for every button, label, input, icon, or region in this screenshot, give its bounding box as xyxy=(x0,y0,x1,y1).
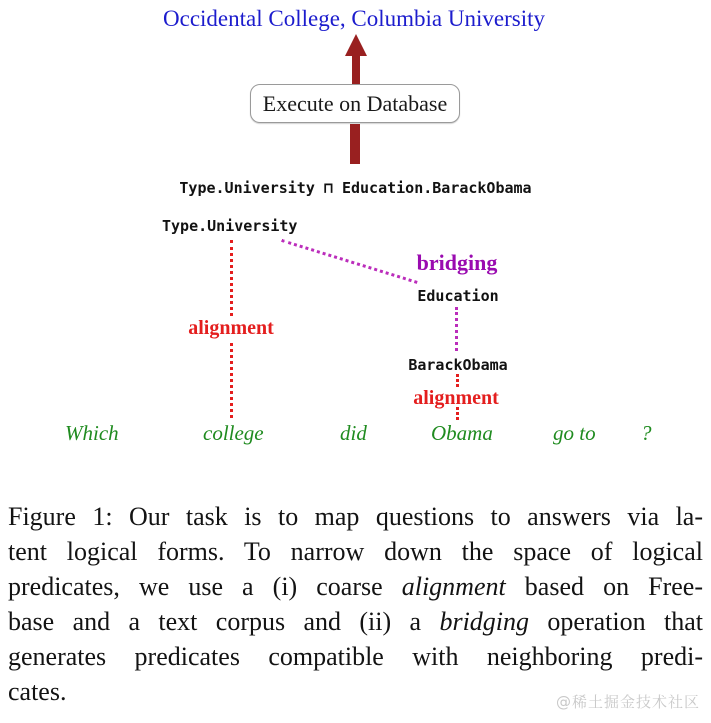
node-education: Education xyxy=(417,287,499,305)
logical-form: Type.University ⊓ Education.BarackObama xyxy=(179,179,532,197)
alignment-edge-obama-top xyxy=(456,374,459,387)
question-word-did: did xyxy=(340,421,367,445)
bridging-edge-vertical xyxy=(455,307,458,351)
question-word-qmark: ? xyxy=(641,421,652,445)
question-word-obama: Obama xyxy=(431,421,493,445)
answer-text: Occidental College, Columbia University xyxy=(163,6,545,31)
bridging-edge-diagonal xyxy=(281,239,418,284)
question-word-which: Which xyxy=(65,421,119,445)
alignment-label-right: alignment xyxy=(413,387,499,409)
watermark: @稀土掘金技术社区 xyxy=(556,693,701,711)
question-word-go-to: go to xyxy=(553,421,596,445)
arrow-up-icon xyxy=(345,34,367,56)
caption-line: tent logical forms. To narrow down the space of logical xyxy=(8,537,703,566)
bridging-label: bridging xyxy=(416,250,498,275)
caption-line: base and a text corpus and (ii) a bridging operation that xyxy=(8,607,703,636)
arrow-lower-shaft xyxy=(350,124,360,164)
figure-caption xyxy=(8,499,703,709)
execute-on-database-box: Execute on Database xyxy=(250,84,460,123)
caption-line: cates. xyxy=(8,677,67,706)
caption-line: Figure 1: Our task is to map questions to answers via la- xyxy=(8,502,703,531)
node-barack-obama: BarackObama xyxy=(408,356,508,374)
arrow-up-shaft xyxy=(352,54,360,85)
caption-line: predicates, we use a (i) coarse alignment based on Free- xyxy=(8,572,703,601)
caption-line: generates predicates compatible with neighboring predi- xyxy=(8,642,703,671)
node-type-university: Type.University xyxy=(162,217,298,235)
alignment-label-left: alignment xyxy=(184,316,278,341)
question-word-college: college xyxy=(203,421,264,445)
